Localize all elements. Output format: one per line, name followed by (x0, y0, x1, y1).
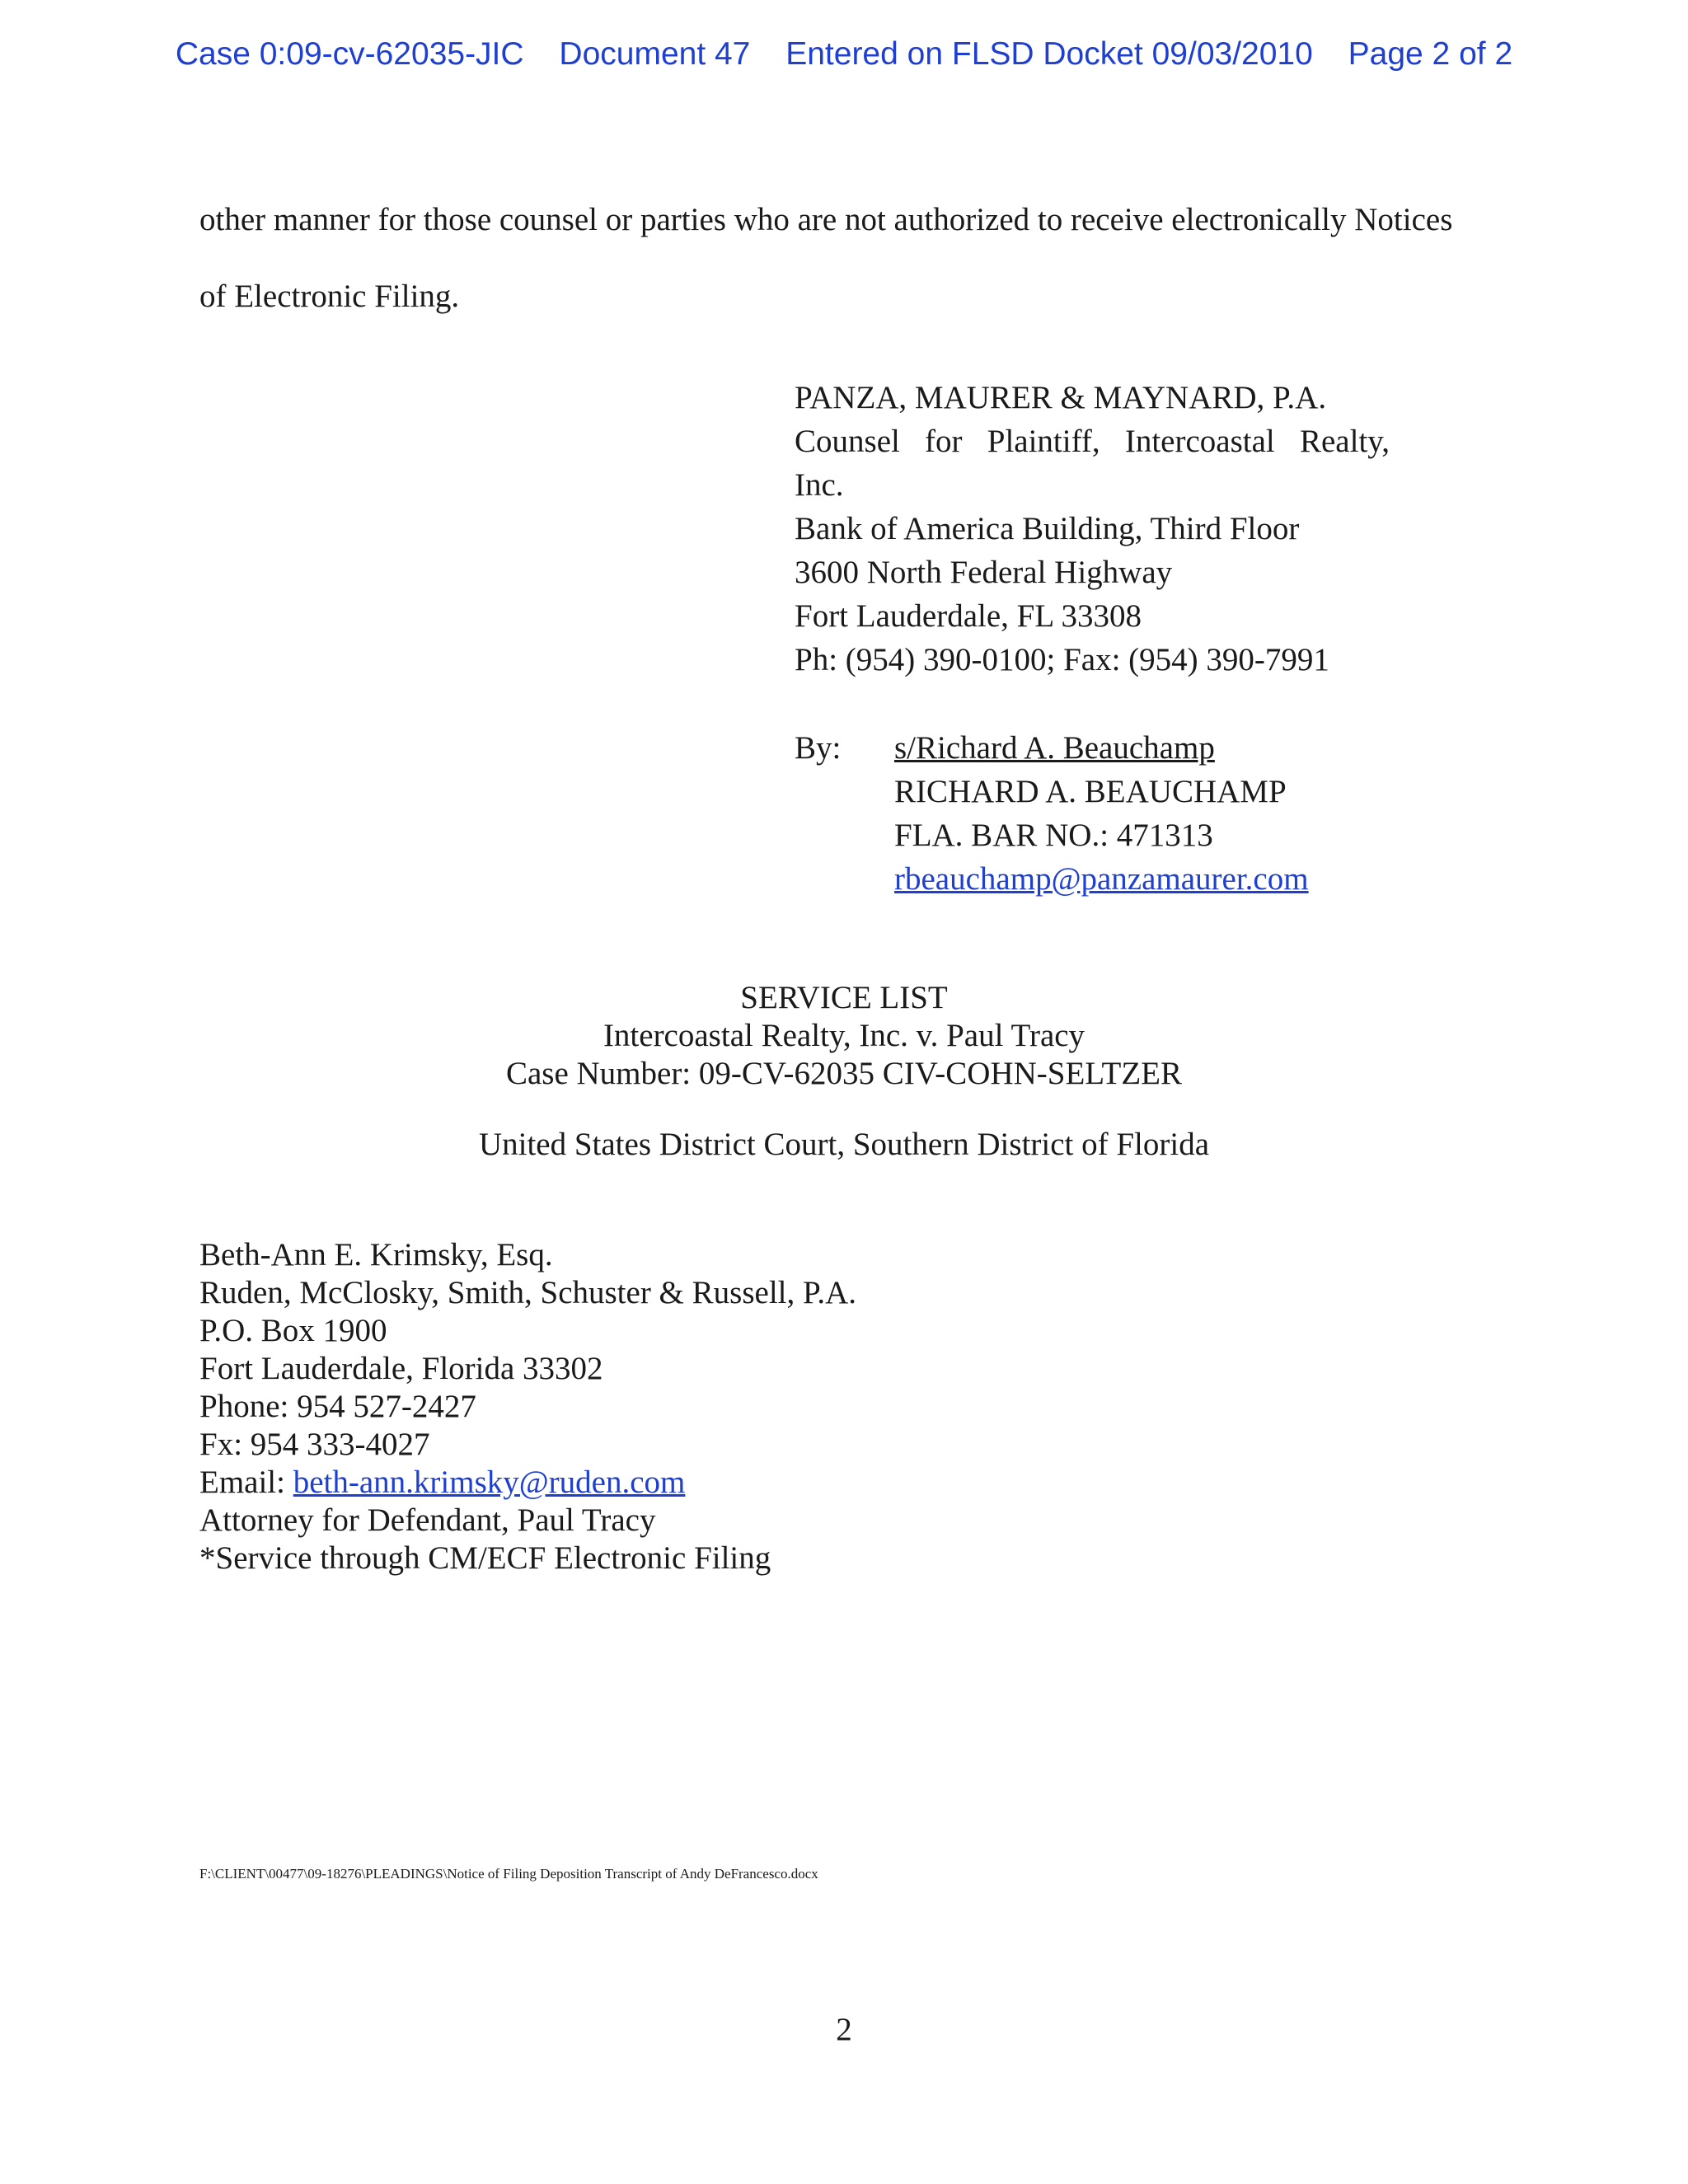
service-list-entry (199, 1236, 856, 1577)
attorney-email-line (199, 1464, 856, 1502)
attorney-email-link[interactable]: beth-ann.krimsky@ruden.com (293, 1465, 686, 1500)
court-name: United States District Court, Southern District of Florida (478, 1127, 1210, 1162)
firm-name: PANZA, MAURER & MAYNARD, P.A. (795, 380, 1327, 415)
case-caption: Intercoastal Realty, Inc. v. Paul Tracy (603, 1018, 1085, 1053)
signature-block (795, 376, 1390, 682)
signer-name: RICHARD A. BEAUCHAMP (894, 774, 1287, 809)
attorney-city: Fort Lauderdale, Florida 33302 (199, 1351, 603, 1386)
attorney-firm: Ruden, McClosky, Smith, Schuster & Russell, P.A. (199, 1275, 857, 1310)
firm-street: 3600 North Federal Highway (795, 555, 1173, 590)
signer-email-link[interactable]: rbeauchamp@panzamaurer.com (894, 861, 1309, 897)
by-label: By: (795, 730, 842, 766)
attorney-po-box: P.O. Box 1900 (199, 1313, 387, 1348)
signer-block (894, 726, 1309, 901)
service-list-title: SERVICE LIST (740, 980, 948, 1015)
header-case-number: Case 0:09-cv-62035-JIC (175, 36, 524, 72)
counsel-line-2: Inc. (795, 467, 844, 503)
firm-building: Bank of America Building, Third Floor (795, 511, 1300, 546)
intro-paragraph-line-1: other manner for those counsel or parties who are not authorized to receive electronically Notices (199, 202, 1453, 237)
attorney-role: Attorney for Defendant, Paul Tracy (199, 1502, 656, 1538)
attorney-fax: Fx: 954 333-4027 (199, 1427, 430, 1462)
firm-phone-fax: Ph: (954) 390-0100; Fax: (954) 390-7991 (795, 642, 1329, 677)
header-page-count: Page 2 of 2 (1348, 36, 1513, 72)
header-document-number: Document 47 (559, 36, 751, 72)
file-path-footer: F:\CLIENT\00477\09-18276\PLEADINGS\Notice of Filing Deposition Transcript of Andy DeFrancesco.docx (199, 1866, 818, 1882)
docket-header (0, 36, 1688, 73)
header-entered-date: Entered on FLSD Docket 09/03/2010 (785, 36, 1313, 72)
case-number: Case Number: 09-CV-62035 CIV-COHN-SELTZER (505, 1056, 1183, 1091)
service-method: *Service through CM/ECF Electronic Filing (199, 1540, 771, 1576)
intro-paragraph-line-2: of Electronic Filing. (199, 279, 460, 314)
page-number: 2 (836, 2012, 852, 2047)
attorney-phone: Phone: 954 527-2427 (199, 1389, 476, 1424)
counsel-line-1: Counsel for Plaintiff, Intercoastal Realty, (795, 424, 1390, 459)
email-label: Email: (199, 1465, 293, 1500)
signer-bar-number: FLA. BAR NO.: 471313 (894, 818, 1213, 853)
firm-city: Fort Lauderdale, FL 33308 (795, 598, 1142, 634)
signature-by-block (795, 726, 841, 770)
electronic-signature: s/Richard A. Beauchamp (894, 730, 1215, 766)
attorney-name: Beth-Ann E. Krimsky, Esq. (199, 1237, 553, 1272)
